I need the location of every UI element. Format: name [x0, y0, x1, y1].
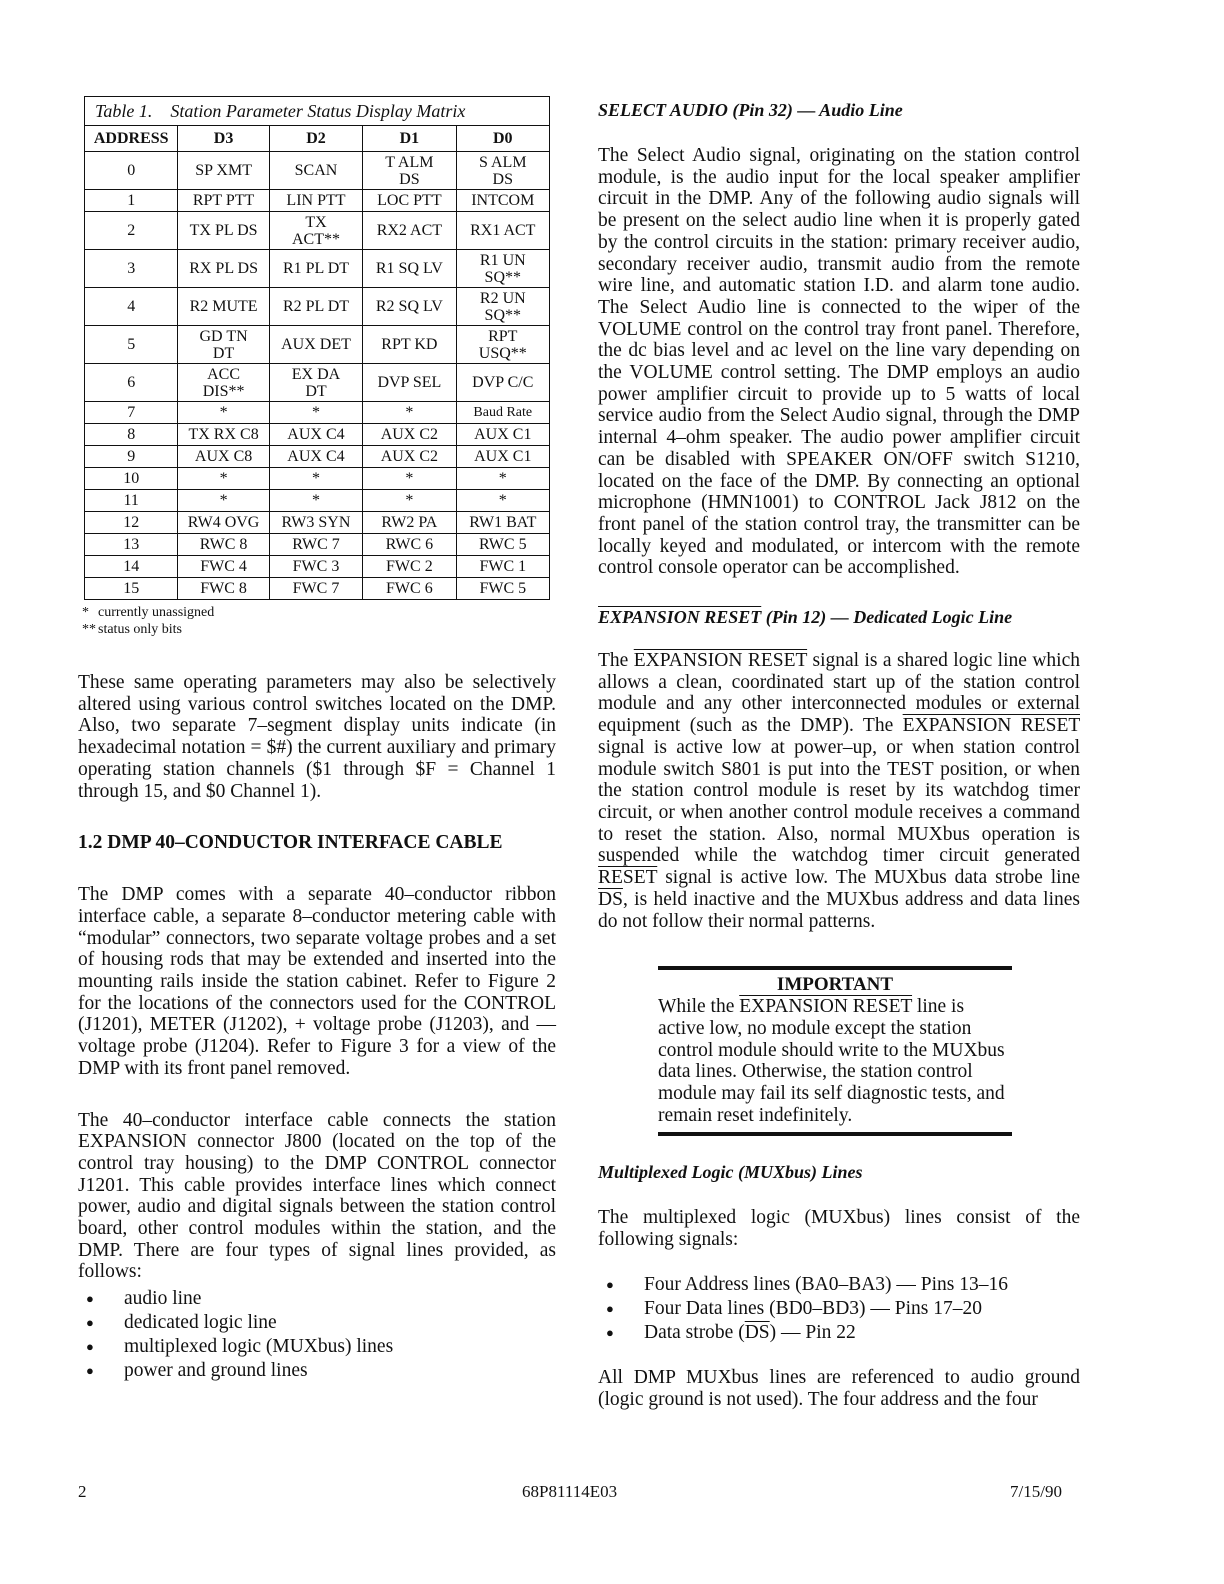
- table-caption-title: Station Parameter Status Display Matrix: [170, 100, 466, 121]
- table-row: [85, 152, 550, 190]
- address-cell: 10: [85, 468, 178, 490]
- section-heading: [598, 607, 1080, 628]
- text-run: EXPANSION RESET: [739, 996, 913, 1018]
- status-bit-cell: SP XMT: [178, 152, 269, 190]
- footnote-text: status only bits: [98, 622, 183, 637]
- document-date: 7/15/90: [1010, 1482, 1062, 1501]
- status-bit-cell: FWC 7: [269, 578, 362, 600]
- status-bit-cell: R2 SQ LV: [363, 288, 456, 326]
- table-header-row: [85, 126, 550, 152]
- address-cell: 14: [85, 556, 178, 578]
- status-bit-cell: RPT PTT: [178, 190, 269, 212]
- paragraph: The 40–conductor interface cable connects the station EXPANSION connector J800 (located on the top of the control tray housing) to the DMP CONTROL connector J1201. This cable provides interface lines which connect power, audio and digital signals between the station control board, other control modules within the station, and the DMP. There are four types of signal lines provided, as follows:: [78, 1109, 556, 1283]
- status-bit-cell: AUX C2: [363, 424, 456, 446]
- status-bit-cell: AUX C2: [363, 446, 456, 468]
- address-cell: 9: [85, 446, 178, 468]
- status-bit-cell: FWC 6: [363, 578, 456, 600]
- text-run: ) — Pin 22: [769, 1321, 856, 1343]
- status-bit-cell: *: [269, 468, 362, 490]
- address-cell: 11: [85, 490, 178, 512]
- status-bit-cell: RWC 8: [178, 534, 269, 556]
- status-bit-cell: FWC 1: [456, 556, 549, 578]
- status-bit-cell: RWC 5: [456, 534, 549, 556]
- status-bit-cell: RWC 7: [269, 534, 362, 556]
- important-text: [658, 996, 1012, 1126]
- address-cell: 4: [85, 288, 178, 326]
- status-bit-cell: RWC 6: [363, 534, 456, 556]
- table-row: [85, 512, 550, 534]
- status-bit-cell: R2 PL DT: [269, 288, 362, 326]
- table-row: [85, 288, 550, 326]
- heading-signal-name: EXPANSION RESET: [598, 607, 762, 628]
- table-row: [85, 212, 550, 250]
- paragraph: The Select Audio signal, originating on the station control module, is the audio input for the local speaker amplifier circuit in the DMP. Any of the following audio signals will be present on the select audio line when it is properly gated by the control circuits in the station: primary receiver audio, secondary receiver audio, transmit audio from the remote wire line, and automatic station I.D. and alarm tone audio. The Select Audio line is connected to the wiper of the VOLUME control on the control tray front panel. Therefore, the dc bias level and ac level on the line vary depending on the VOLUME control setting. The DMP employs an audio power amplifier circuit to provide up to 5 watts of local service audio from the Select Audio signal, through the DMP internal 4–ohm speaker. The audio power amplifier circuit can be disabled with SPEAKER ON/OFF switch S1210, located on the face of the DMP. By connecting an optional microphone (HMN1001) to CONTROL Jack J812 on the front panel of the station control tray, the transmitter can be locally keyed and modulated, or intercom with the remote control console operator can be accomplished.: [598, 145, 1080, 579]
- status-bit-cell: DVP SEL: [363, 364, 456, 402]
- table-row: [85, 446, 550, 468]
- status-bit-cell: *: [269, 402, 362, 424]
- text-run: RESET: [598, 867, 658, 889]
- status-bit-cell: R1 PL DT: [269, 250, 362, 288]
- text-run: signal is active low. The MUXbus data strobe line: [657, 867, 1080, 889]
- table-footnotes: [82, 604, 556, 638]
- status-bit-cell: *: [269, 490, 362, 512]
- table-row: [85, 190, 550, 212]
- status-bit-cell: S ALM DS: [456, 152, 549, 190]
- list-item: ● Four Data lines (BD0–BD3) — Pins 17–20: [598, 1297, 1080, 1321]
- table-row: [85, 556, 550, 578]
- important-title: IMPORTANT: [776, 974, 894, 996]
- status-display-matrix-table: [84, 96, 550, 600]
- address-cell: 2: [85, 212, 178, 250]
- table-caption: [85, 97, 550, 126]
- left-column: [78, 96, 556, 1383]
- status-bit-cell: RX PL DS: [178, 250, 269, 288]
- status-bit-cell: *: [178, 490, 269, 512]
- status-bit-cell: AUX C1: [456, 446, 549, 468]
- status-bit-cell: FWC 8: [178, 578, 269, 600]
- list-item: ● multiplexed logic (MUXbus) lines: [78, 1335, 556, 1359]
- table-row: [85, 326, 550, 364]
- status-bit-cell: AUX C4: [269, 424, 362, 446]
- paragraph: [598, 650, 1080, 932]
- status-bit-cell: *: [363, 490, 456, 512]
- status-bit-cell: INTCOM: [456, 190, 549, 212]
- status-bit-cell: *: [456, 468, 549, 490]
- list-item: ● power and ground lines: [78, 1359, 556, 1383]
- paragraph: These same operating parameters may also be selectively altered using various control switches located on the DMP. Also, two separate 7–segment display units indicate (in hexadecimal notation = $#) the current auxiliary and primary operating station channels ($1 through $F = Channel 1 through 15, and $0 Channel 1).: [78, 672, 556, 802]
- status-bit-cell: RW4 OVG: [178, 512, 269, 534]
- status-bit-cell: LIN PTT: [269, 190, 362, 212]
- list-item: [598, 1321, 1080, 1345]
- status-bit-cell: EX DA DT: [269, 364, 362, 402]
- status-bit-cell: RX1 ACT: [456, 212, 549, 250]
- section-heading: SELECT AUDIO (Pin 32) — Audio Line: [598, 100, 903, 120]
- list-item: ● Four Address lines (BA0–BA3) — Pins 13–16: [598, 1273, 1080, 1297]
- muxbus-signals-list: [598, 1273, 1080, 1345]
- status-bit-cell: *: [363, 402, 456, 424]
- paragraph: The multiplexed logic (MUXbus) lines consist of the following signals:: [598, 1207, 1080, 1251]
- address-cell: 3: [85, 250, 178, 288]
- text-run: The: [598, 650, 634, 672]
- table-row: [85, 424, 550, 446]
- text-run: Data strobe (: [644, 1321, 745, 1343]
- status-bit-cell: *: [363, 468, 456, 490]
- table-row: [85, 364, 550, 402]
- address-cell: 1: [85, 190, 178, 212]
- status-bit-cell: AUX C1: [456, 424, 549, 446]
- footnote-marker: **: [82, 622, 96, 637]
- status-bit-cell: RX2 ACT: [363, 212, 456, 250]
- address-cell: 13: [85, 534, 178, 556]
- address-cell: 8: [85, 424, 178, 446]
- list-item: ● audio line: [78, 1287, 556, 1311]
- list-item: ● dedicated logic line: [78, 1311, 556, 1335]
- table-row: [85, 468, 550, 490]
- text-run: EXPANSION RESET: [902, 715, 1080, 737]
- footnote-text: currently unassigned: [98, 605, 215, 620]
- text-run: , is held inactive and the MUXbus address and data lines do not follow their normal patterns.: [598, 888, 1080, 932]
- table-header-cell: ADDRESS: [85, 126, 178, 152]
- status-bit-cell: R1 SQ LV: [363, 250, 456, 288]
- text-run: signal is a shared logic line which allows a clean, coordinated start up of the station control module and any other interconnected modules or external equipment (such as the DMP). The: [598, 650, 1080, 737]
- status-bit-cell: FWC 4: [178, 556, 269, 578]
- heading-text: (Pin 12) — Dedicated Logic Line: [761, 607, 1013, 628]
- status-bit-cell: RPT USQ**: [456, 326, 549, 364]
- address-cell: 6: [85, 364, 178, 402]
- footnote-marker: *: [82, 605, 89, 620]
- status-bit-cell: RPT KD: [363, 326, 456, 364]
- status-bit-cell: R2 UN SQ**: [456, 288, 549, 326]
- right-column: [598, 96, 1080, 1410]
- table-row: [85, 578, 550, 600]
- status-bit-cell: T ALM DS: [363, 152, 456, 190]
- status-bit-cell: AUX C4: [269, 446, 362, 468]
- status-bit-cell: TX ACT**: [269, 212, 362, 250]
- status-bit-cell: R1 UN SQ**: [456, 250, 549, 288]
- status-bit-cell: TX PL DS: [178, 212, 269, 250]
- status-bit-cell: FWC 3: [269, 556, 362, 578]
- status-bit-cell: SCAN: [269, 152, 362, 190]
- status-bit-cell: *: [178, 468, 269, 490]
- status-bit-cell: AUX DET: [269, 326, 362, 364]
- address-cell: 5: [85, 326, 178, 364]
- text-run: $\overline{DS}$: [598, 888, 623, 910]
- status-bit-cell: *: [178, 402, 269, 424]
- important-notice: [658, 966, 1012, 1136]
- paragraph: The DMP comes with a separate 40–conductor ribbon interface cable, a separate 8–conductor metering cable with “modular” connectors, two separate voltage probes and a set of housing rods that may be extended and inserted into the mounting rails inside the station cabinet. Refer to Figure 2 for the locations of the connectors used for the CONTROL (J1201), METER (J1202), + voltage probe (J1203), and — voltage probe (J1204). Refer to Figure 3 for a view of the DMP with its front panel removed.: [78, 884, 556, 1079]
- address-cell: 0: [85, 152, 178, 190]
- table-header-cell: D2: [269, 126, 362, 152]
- address-cell: 15: [85, 578, 178, 600]
- page-number: 2: [78, 1482, 87, 1501]
- text-run: While the: [658, 996, 740, 1018]
- status-bit-cell: ACC DIS**: [178, 364, 269, 402]
- text-run: $\overline{DS}$: [744, 1321, 770, 1343]
- text-run: EXPANSION RESET: [633, 650, 808, 672]
- status-bit-cell: RW3 SYN: [269, 512, 362, 534]
- status-bit-cell: AUX C8: [178, 446, 269, 468]
- table-row: [85, 534, 550, 556]
- table-header-cell: D1: [363, 126, 456, 152]
- address-cell: 12: [85, 512, 178, 534]
- status-bit-cell: DVP C/C: [456, 364, 549, 402]
- document-number: 68P81114E03: [522, 1482, 618, 1501]
- text-run: signal is active low at power–up, or when station control module switch S801 is put into the TEST position, or when the station control module is reset by its watchdog timer circuit, or when another control module receives a command to reset the station. Also, normal MUXbus operation is suspended while the watchdog timer circuit generated: [598, 736, 1080, 867]
- status-bit-cell: TX RX C8: [178, 424, 269, 446]
- status-bit-cell: FWC 5: [456, 578, 549, 600]
- status-bit-cell: GD TN DT: [178, 326, 269, 364]
- status-bit-cell: LOC PTT: [363, 190, 456, 212]
- table-row: [85, 490, 550, 512]
- table-header-cell: D0: [456, 126, 549, 152]
- status-bit-cell: Baud Rate: [456, 402, 549, 424]
- table-row: [85, 402, 550, 424]
- table-header-cell: D3: [178, 126, 269, 152]
- status-bit-cell: RW1 BAT: [456, 512, 549, 534]
- section-heading: 1.2 DMP 40–CONDUCTOR INTERFACE CABLE: [78, 832, 503, 854]
- section-heading: Multiplexed Logic (MUXbus) Lines: [598, 1162, 863, 1183]
- status-bit-cell: *: [456, 490, 549, 512]
- status-bit-cell: R2 MUTE: [178, 288, 269, 326]
- status-bit-cell: FWC 2: [363, 556, 456, 578]
- table-row: [85, 250, 550, 288]
- address-cell: 7: [85, 402, 178, 424]
- paragraph: All DMP MUXbus lines are referenced to audio ground (logic ground is not used). The four address and the four: [598, 1366, 1080, 1410]
- signal-types-list: [78, 1287, 556, 1383]
- status-bit-cell: RW2 PA: [363, 512, 456, 534]
- text-run: line is active low, no module except the station control module should write to the MUXbus data lines. Otherwise, the station control module may fail its self diagnostic tests, and remain reset indefinitely.: [658, 996, 1005, 1126]
- table-caption-label: Table 1.: [95, 100, 153, 121]
